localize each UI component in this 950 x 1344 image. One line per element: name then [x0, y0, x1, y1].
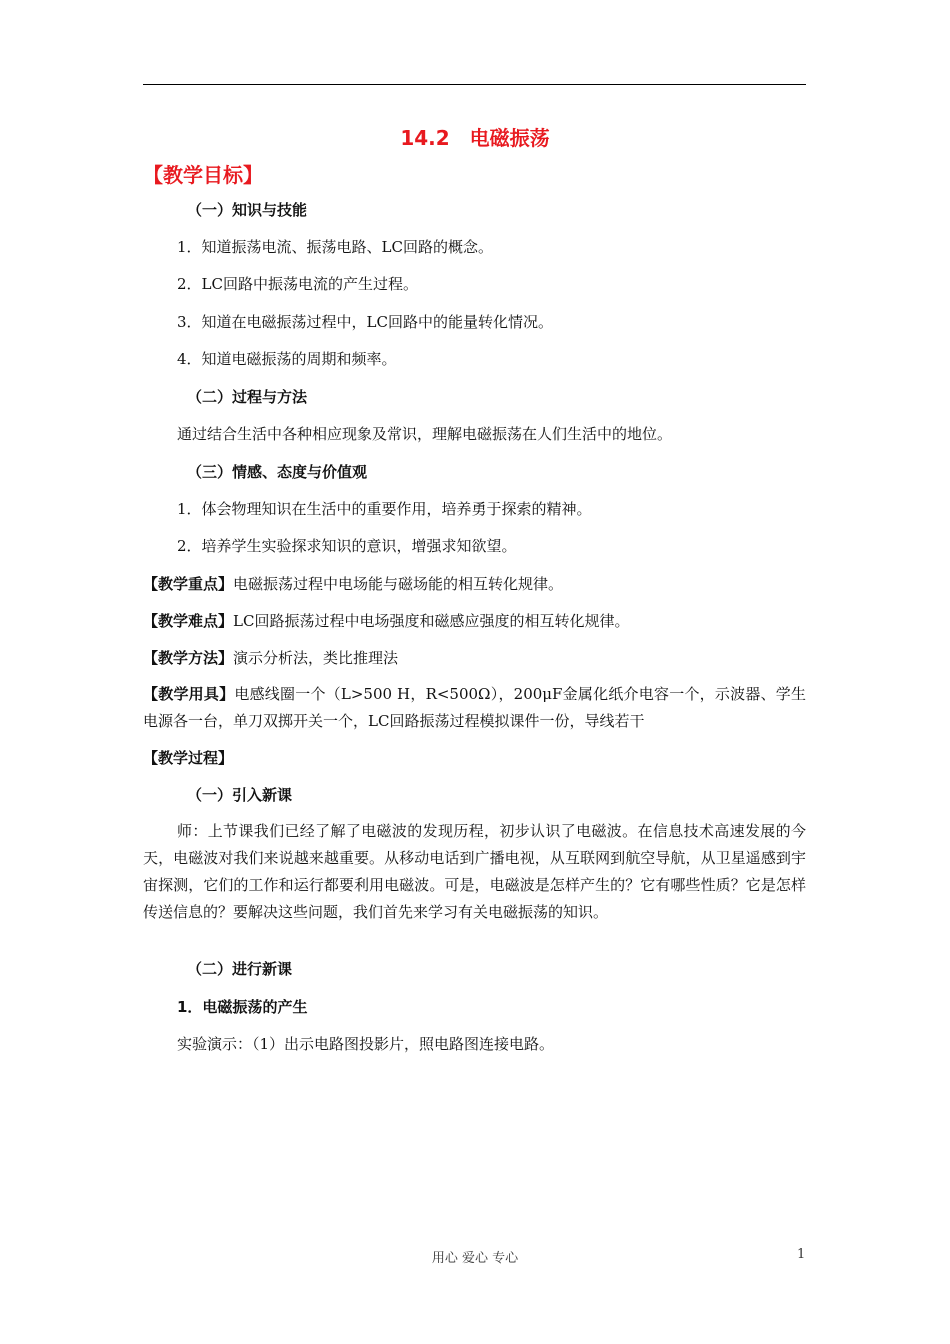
knowledge-heading: （一）知识与技能: [187, 201, 308, 219]
tools: [143, 681, 806, 735]
goals-heading: 【教学目标】: [143, 163, 263, 187]
tools-text: 电感线圈一个（L>500 H，R<500Ω），200μF金属化纸介电容一个，示波器、学生电源各一台，单刀双掷开关一个，LC回路振荡过程模拟课件一份，导线若干: [143, 685, 806, 730]
intro-heading: （一）引入新课: [187, 786, 293, 804]
process-heading: （二）过程与方法: [187, 388, 308, 406]
new-lesson-heading: （二）进行新课: [187, 960, 293, 978]
footer-text: 用心 爱心 专心: [431, 1251, 519, 1266]
values-heading: （三）情感、态度与价值观: [187, 463, 368, 481]
values-item-1: 1．体会物理知识在生活中的重要作用，培养勇于探索的精神。: [177, 500, 592, 518]
page-title: 14.2 电磁振荡: [400, 126, 550, 150]
difficulty-text: LC回路振荡过程中电场强度和磁感应强度的相互转化规律。: [233, 612, 630, 630]
key-point-label: 【教学重点】: [143, 575, 234, 593]
point1-heading: 1．电磁振荡的产生: [177, 998, 308, 1016]
method-text: 演示分析法，类比推理法: [233, 649, 399, 667]
knowledge-item-3: 3．知道在电磁振荡过程中，LC回路中的能量转化情况。: [177, 313, 553, 331]
difficulty: [143, 610, 629, 632]
method-label: 【教学方法】: [143, 649, 234, 667]
knowledge-item-1: 1．知道振荡电流、振荡电路、LC回路的概念。: [177, 238, 493, 256]
knowledge-item-2: 2．LC回路中振荡电流的产生过程。: [177, 275, 418, 293]
knowledge-item-4: 4．知道电磁振荡的周期和频率。: [177, 350, 397, 368]
intro-text: 师：上节课我们已经了解了电磁波的发现历程，初步认识了电磁波。在信息技术高速发展的今天，电磁波对我们来说越来越重要。从移动电话到广播电视，从互联网到航空导航，从卫星遥感到宇宙探测，它们的工作和运行都要利用电磁波。可是，电磁波是怎样产生的？它有哪些性质？它是怎样传送信息的？要解决这些问题，我们首先来学习有关电磁振荡的知识。: [143, 822, 806, 921]
difficulty-label: 【教学难点】: [143, 612, 234, 630]
key-point-text: 电磁振荡过程中电场能与磁场能的相互转化规律。: [233, 575, 564, 593]
header-rule: [143, 84, 806, 85]
process-text: 通过结合生活中各种相应现象及常识，理解电磁振荡在人们生活中的地位。: [177, 425, 673, 443]
procedure-heading: 【教学过程】: [143, 749, 234, 767]
page-number: 1: [797, 1247, 806, 1262]
tools-label: 【教学用具】: [143, 685, 235, 703]
demo-text: 实验演示：（1）出示电路图投影片，照电路图连接电路。: [177, 1035, 555, 1053]
key-point: [143, 573, 563, 595]
values-item-2: 2．培养学生实验探求知识的意识，增强求知欲望。: [177, 537, 517, 555]
method: [143, 647, 398, 669]
